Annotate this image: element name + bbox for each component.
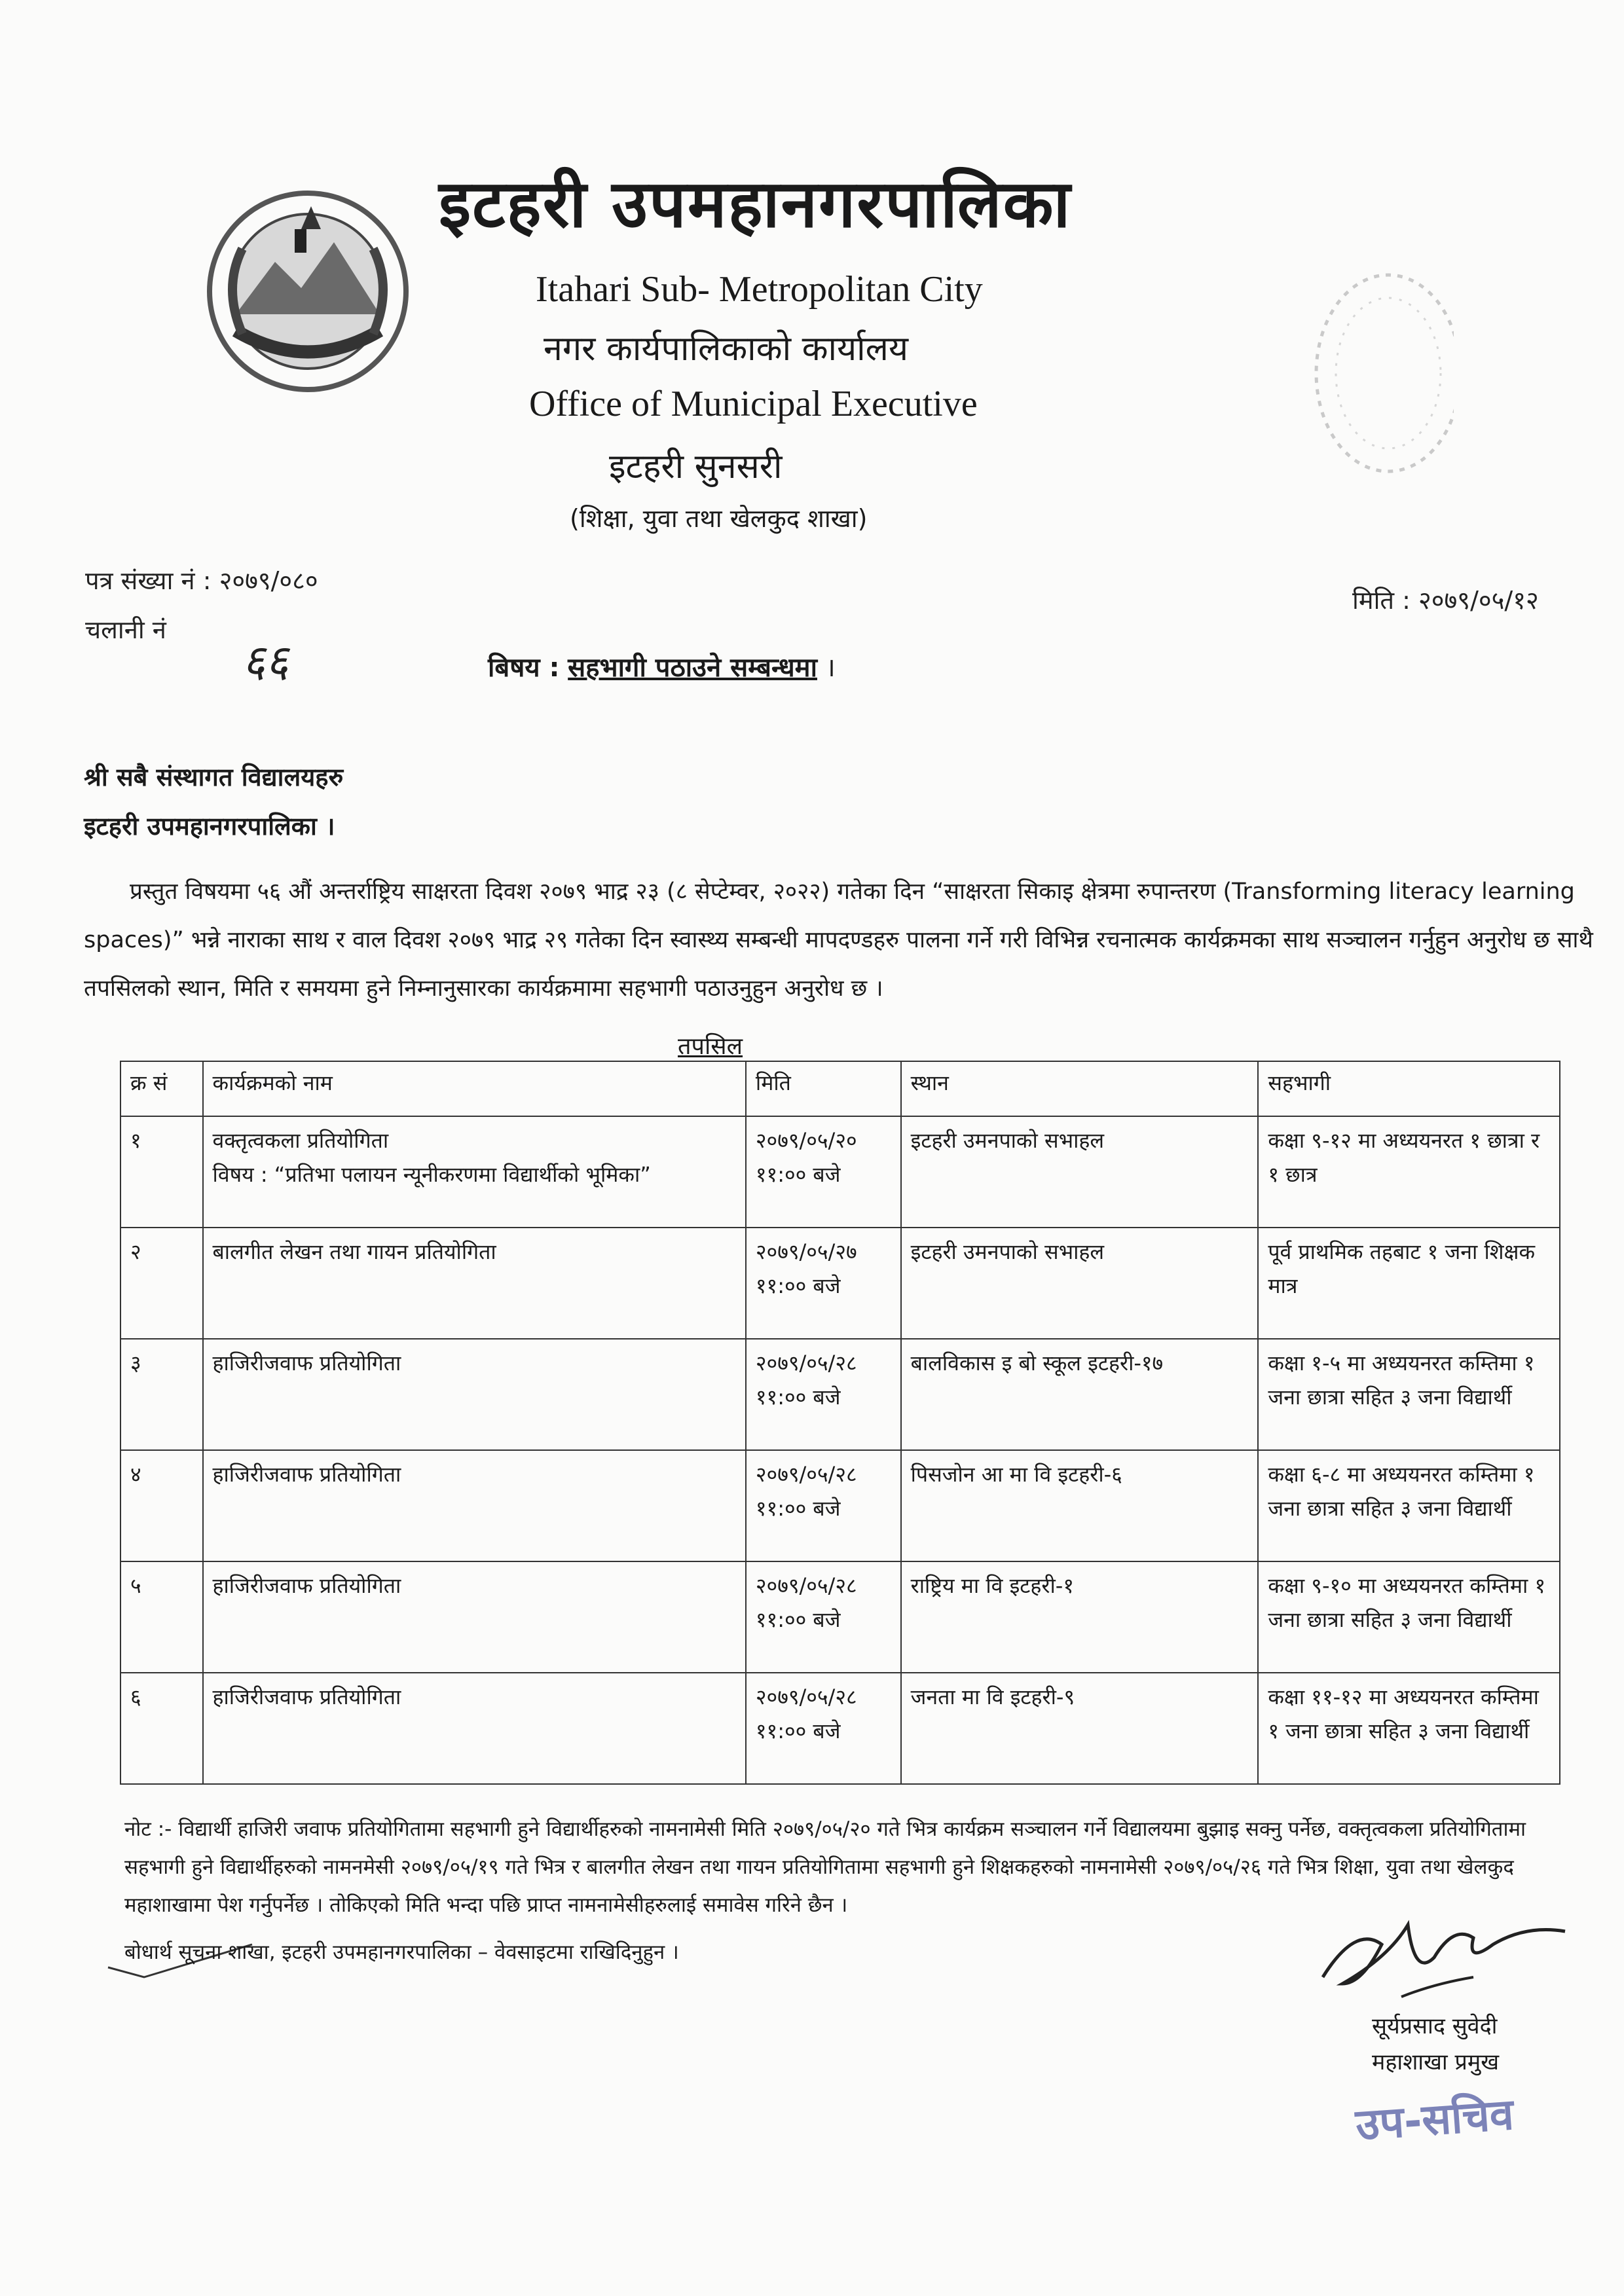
event-date: २०७९/०५/२७: [755, 1239, 857, 1264]
cc-line: बोधार्थ सूचना शाखा, इटहरी उपमहानगरपालिका – वेवसाइटमा राखिदिनुहुन ।: [124, 1941, 679, 1964]
cell-venue: [901, 1116, 1259, 1228]
table-row: [120, 1339, 1560, 1450]
venue-text: जनता मा वि इटहरी-९: [910, 1685, 1075, 1709]
header-program: कार्यक्रमको नाम: [203, 1061, 746, 1116]
office-name-np: नगर कार्यपालिकाको कार्यालय: [544, 329, 909, 369]
cell-participant: [1258, 1450, 1560, 1561]
event-date: २०७९/०५/२८: [755, 1462, 857, 1487]
event-date: २०७९/०५/२८: [755, 1573, 857, 1598]
office-address: इटहरी सुनसरी: [609, 447, 783, 486]
cell-venue: [901, 1673, 1259, 1784]
cell-venue: [901, 1228, 1259, 1339]
header-participant: सहभागी: [1258, 1061, 1560, 1116]
participant-text: कक्षा ९-१० मा अध्ययनरत कम्तिमा १ जना छात्रा सहित ३ जना विद्यार्थी: [1268, 1573, 1546, 1632]
signer-title: महाशाखा प्रमुख: [1372, 2049, 1500, 2075]
cell-venue: [901, 1561, 1259, 1673]
sn-text: ३: [130, 1351, 141, 1376]
addressee-line-2: इटहरी उपमहानगरपालिका ।: [84, 812, 335, 841]
event-date: २०७९/०५/२८: [755, 1351, 857, 1376]
dispatch-label: चलानी नं: [85, 615, 166, 644]
cell-program: [203, 1450, 746, 1561]
event-time: ११:०० बजे: [755, 1607, 841, 1632]
cell-participant: [1258, 1228, 1560, 1339]
event-date: २०७९/०५/२८: [755, 1685, 857, 1709]
cell-program: [203, 1116, 746, 1228]
cell-date: [746, 1673, 901, 1784]
participant-text: कक्षा ९-१२ मा अध्ययनरत १ छात्रा र १ छात्र: [1268, 1128, 1540, 1187]
letter-number: पत्र संख्या नं : २०७९/०८०: [85, 566, 318, 595]
table-row: [120, 1450, 1560, 1561]
venue-text: इटहरी उमनपाको सभाहल: [910, 1128, 1105, 1153]
cell-sn: [120, 1561, 203, 1673]
event-time: ११:०० बजे: [755, 1385, 841, 1410]
participant-text: पूर्व प्राथमिक तहबाट १ जना शिक्षक मात्र: [1268, 1239, 1536, 1298]
branch-name: (शिक्षा, युवा तथा खेलकुद शाखा): [570, 504, 868, 533]
participant-text: कक्षा ६-८ मा अध्ययनरत कम्तिमा १ जना छात्रा सहित ३ जना विद्यार्थी: [1268, 1462, 1535, 1521]
signature-image: [1303, 1886, 1585, 2016]
schedule-table: [120, 1061, 1560, 1785]
event-time: ११:०० बजे: [755, 1162, 841, 1187]
header-date: मिति: [746, 1061, 901, 1116]
cell-sn: [120, 1450, 203, 1561]
program-topic: विषय : “प्रतिभा पलायन न्यूनीकरणमा विद्यार्थीको भूमिका”: [212, 1162, 651, 1187]
sn-text: २: [130, 1239, 141, 1264]
table-header-row: [120, 1061, 1560, 1116]
cell-venue: [901, 1450, 1259, 1561]
cell-participant: [1258, 1561, 1560, 1673]
program-name: हाजिरीजवाफ प्रतियोगिता: [212, 1685, 401, 1709]
sn-text: १: [130, 1128, 141, 1153]
sn-text: ४: [130, 1462, 141, 1487]
table-row: [120, 1561, 1560, 1673]
venue-text: इटहरी उमनपाको सभाहल: [910, 1239, 1105, 1264]
sn-text: ५: [130, 1573, 141, 1598]
cell-sn: [120, 1116, 203, 1228]
program-name: बालगीत लेखन तथा गायन प्रतियोगिता: [212, 1239, 496, 1264]
table-row: [120, 1228, 1560, 1339]
program-name: हाजिरीजवाफ प्रतियोगिता: [212, 1351, 401, 1376]
cell-participant: [1258, 1339, 1560, 1450]
participant-text: कक्षा १-५ मा अध्ययनरत कम्तिमा १ जना छात्रा सहित ३ जना विद्यार्थी: [1268, 1351, 1535, 1410]
note-text: नोट :- विद्यार्थी हाजिरी जवाफ प्रतियोगितामा सहभागी हुने विद्यार्थीहरुको नामनामेसी मिति २०७९/०५/२० गते भित्र कार्यक्रम सञ्चालन गर्ने विद्यालयमा बुझाइ सक्नु पर्नेछ, वक्तृत्वकला प्रतियोगितामा सहभागी हुने विद्यार्थीहरुको नामनमेसी २०७९/०५/१९ गते भित्र र बालगीत लेखन तथा गायन प्रतियोगितामा सहभागी हुने शिक्षकहरुको नामनामेसी २०७९/०५/२६ गते भित्र शिक्षा, युवा तथा खेलकुद महाशाखामा पेश गर्नुपर्नेछ । तोकिएको मिति भन्दा पछि प्राप्त नामनामेसीहरुलाई समावेस गरिने छैन ।: [124, 1817, 1526, 1917]
event-time: ११:०० बजे: [755, 1719, 841, 1743]
program-name: हाजिरीजवाफ प्रतियोगिता: [212, 1573, 401, 1598]
subject-text: सहभागी पठाउने सम्बन्धमा: [568, 653, 817, 683]
subject-end: ।: [825, 653, 836, 683]
program-name: हाजिरीजवाफ प्रतियोगिता: [212, 1462, 401, 1487]
cell-participant: [1258, 1673, 1560, 1784]
venue-text: बालविकास इ बो स्कूल इटहरी-१७: [910, 1351, 1164, 1376]
table-caption: तपसिल: [678, 1033, 743, 1060]
venue-text: पिसजोन आ मा वि इटहरी-६: [910, 1462, 1122, 1487]
office-name-en: Office of Municipal Executive: [529, 384, 978, 424]
designation-stamp: उप-सचिव: [1354, 2088, 1515, 2151]
event-date: २०७९/०५/२०: [755, 1128, 857, 1153]
cell-participant: [1258, 1116, 1560, 1228]
page-title: इटहरी उपमहानगरपालिका: [439, 166, 1072, 242]
cell-date: [746, 1116, 901, 1228]
cell-date: [746, 1561, 901, 1673]
signer-name: सूर्यप्रसाद सुवेदी: [1372, 2013, 1498, 2039]
nepal-emblem-icon: [196, 177, 419, 399]
header-sn: क्र सं: [120, 1061, 203, 1116]
venue-text: राष्ट्रिय मा वि इटहरी-१: [910, 1573, 1074, 1598]
program-name: वक्तृत्वकला प्रतियोगिता: [212, 1128, 389, 1153]
cell-venue: [901, 1339, 1259, 1450]
cell-sn: [120, 1673, 203, 1784]
cell-date: [746, 1228, 901, 1339]
letter-body: प्रस्तुत विषयमा ५६ औं अन्तर्राष्ट्रिय साक्षरता दिवश २०७९ भाद्र २३ (८ सेप्टेम्वर, २०२२) गतेका दिन “साक्षरता सिकाइ क्षेत्रमा रुपान्तरण (Transforming literacy learning spaces)” भन्ने नाराका साथ र वाल दिवश २०७९ भाद्र २९ गतेका दिन स्वास्थ्य सम्बन्धी मापदण्डहरु पालना गर्ने गरी विभिन्न रचनात्मक कार्यक्रमका साथ सञ्चालन गर्नुहुन अनुरोध छ साथै तपसिलको स्थान, मिति र समयमा हुने निम्नानुसारका कार्यक्रमामा सहभागी पठाउनुहुन अनुरोध छ ।: [84, 879, 1593, 1002]
participant-text: कक्षा ११-१२ मा अध्ययनरत कम्तिमा १ जना छात्रा सहित ३ जना विद्यार्थी: [1268, 1685, 1539, 1743]
city-name-en: Itahari Sub- Metropolitan City: [536, 269, 983, 310]
table-row: [120, 1116, 1560, 1228]
sn-text: ६: [130, 1685, 141, 1709]
table-row: [120, 1673, 1560, 1784]
subject-label: बिषय :: [488, 653, 560, 683]
cell-program: [203, 1561, 746, 1673]
cell-program: [203, 1228, 746, 1339]
cell-program: [203, 1673, 746, 1784]
header-venue: स्थान: [901, 1061, 1259, 1116]
cell-date: [746, 1339, 901, 1450]
cell-sn: [120, 1339, 203, 1450]
office-seal-icon: [1283, 262, 1454, 484]
subject-line: [488, 648, 836, 684]
letter-date: मिति : २०७९/०५/१२: [1352, 586, 1539, 615]
addressee-line-1: श्री सबै संस्थागत विद्यालयहरु: [84, 763, 344, 792]
cell-program: [203, 1339, 746, 1450]
cell-sn: [120, 1228, 203, 1339]
event-time: ११:०० बजे: [755, 1496, 841, 1521]
cell-date: [746, 1450, 901, 1561]
dispatch-number: ६६: [242, 636, 289, 686]
event-time: ११:०० बजे: [755, 1273, 841, 1298]
